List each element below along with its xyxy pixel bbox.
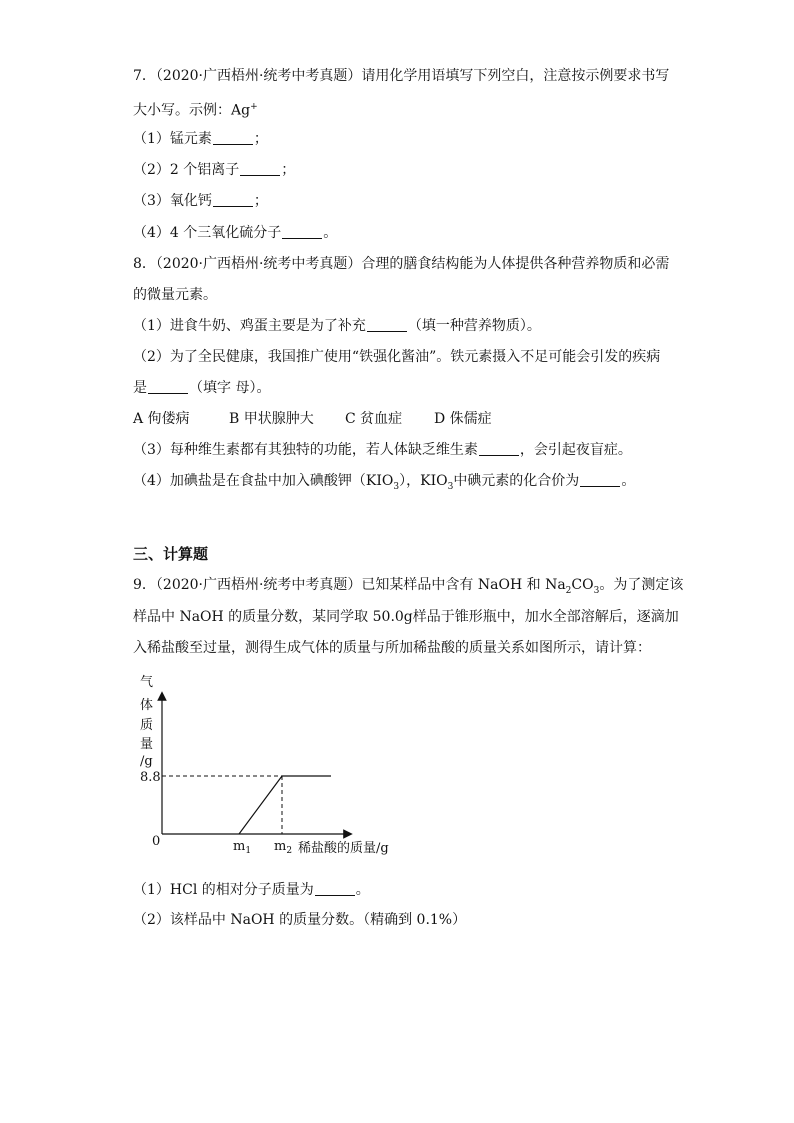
q7-stem-superscript: + [250, 102, 258, 112]
q8-part2-blank[interactable] [148, 379, 188, 394]
q8-option-a: A 佝偻病 [133, 411, 190, 427]
section-title-calculation: 三、计算题 [133, 545, 209, 563]
q8-part3-blank[interactable] [479, 441, 519, 456]
graph-svg [130, 672, 410, 862]
q7-part4-blank[interactable] [282, 224, 322, 239]
y-tick-label: 8.8 [140, 770, 161, 785]
q9-stem-line1: 9．（2020·广西梧州·统考中考真题）已知某样品中含有 NaOH 和 $Na_2CO_3$。为了测定该 [133, 577, 684, 596]
q8-option-d: D 侏儒症 [434, 411, 492, 427]
q7-part2: （2）2 个铝离子 ； [133, 162, 296, 178]
y-label-char-4: 量 [140, 737, 154, 752]
q7-part1-blank[interactable] [213, 130, 253, 145]
series-line [239, 776, 331, 834]
q9-part1-blank[interactable] [315, 881, 355, 896]
q7-part3: （3）氧化钙 ； [133, 193, 268, 209]
q7-part4: （4）4 个三氧化硫分子 。 [133, 225, 338, 241]
q8-part4: （4）加碘盐是在食盐中加入碘酸钾$(KIO_3)$，$KIO_3$中碘元素的化合价为 。 [133, 473, 636, 492]
q7-part2-blank[interactable] [240, 161, 280, 176]
x-axis-label: 稀盐酸的质量/g [298, 841, 389, 856]
q8-options [133, 409, 492, 429]
x-tick-m1: $m_1$ [233, 839, 252, 856]
y-label-char-5: /g [140, 754, 153, 769]
q8-part2-line2: 是 （填字 母）。 [133, 380, 271, 396]
origin-label: 0 [152, 834, 161, 849]
q7-stem-line2: 大小写。示例：Ag+ [133, 102, 258, 119]
q9-part1: （1）HCl 的相对分子质量为 。 [133, 882, 370, 898]
q8-part1: （1）进食牛奶、鸡蛋主要是为了补充 （填一种营养物质）。 [133, 318, 541, 334]
q8-part4-blank[interactable] [580, 472, 620, 487]
y-label-char-2: 体 [140, 698, 154, 713]
x-tick-m2: $m_2$ [274, 839, 293, 856]
gas-mass-graph [130, 672, 410, 862]
q8-part1-blank[interactable] [367, 317, 407, 332]
y-label-char-3: 质 [140, 718, 154, 733]
q9-part2: （2）该样品中 NaOH 的质量分数。（精确到 0.1%） [133, 912, 467, 928]
q7-stem-line1: 7．（2020·广西梧州·统考中考真题）请用化学用语填写下列空白，注意按示例要求书写 [133, 68, 670, 84]
q8-part2-line1: （2）为了全民健康，我国推广使用“铁强化酱油”。铁元素摄入不足可能会引发的疾病 [133, 349, 661, 365]
q8-part3: （3）每种维生素都有其独特的功能，若人体缺乏维生素 ，会引起夜盲症。 [133, 442, 632, 458]
q9-stem-line2: 样品中 NaOH 的质量分数，某同学取 50.0g样品于锥形瓶中，加水全部溶解后，逐滴加 [133, 609, 679, 625]
q8-stem-line2: 的微量元素。 [133, 287, 217, 303]
q8-stem-line1: 8．（2020·广西梧州·统考中考真题）合理的膳食结构能为人体提供各种营养物质和必需 [133, 256, 670, 272]
q9-stem-line3: 入稀盐酸至过量，测得生成气体的质量与所加稀盐酸的质量关系如图所示，请计算： [133, 640, 651, 656]
q7-part3-blank[interactable] [213, 192, 253, 207]
q8-option-c: C 贫血症 [345, 411, 403, 427]
q8-option-b: B 甲状腺肿大 [229, 411, 314, 427]
q7-part1: （1）锰元素 ； [133, 131, 268, 147]
y-label-char-1: 气 [140, 675, 154, 690]
